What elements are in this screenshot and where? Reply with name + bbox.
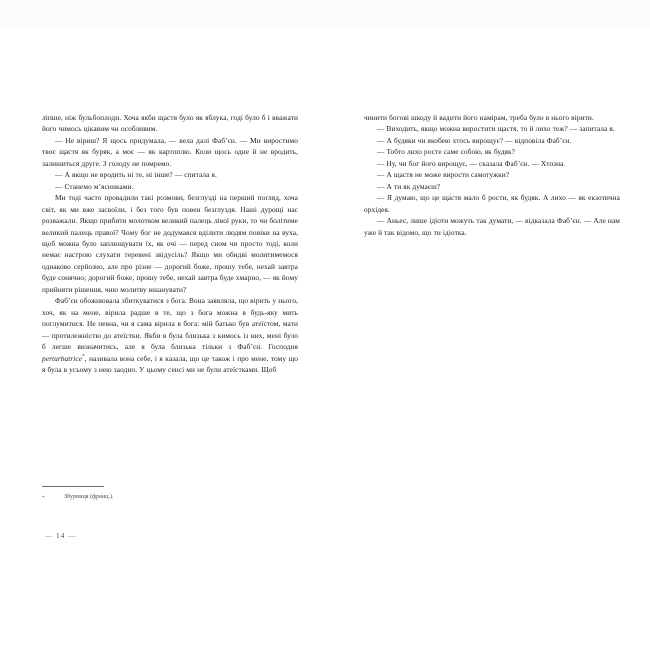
footnote-text: Збурниця (франц.). bbox=[64, 494, 114, 500]
paragraph: ліпше, ніж бульбоплоди. Хоча якби щастя було як яблука, годі було б і вважати його чимось цікавим чи особливим. bbox=[42, 113, 298, 134]
scan-edge bbox=[0, 0, 650, 26]
paragraph-with-footnote bbox=[42, 295, 298, 375]
paragraph: — Виходить, якщо можна виростити щастя, то й лихо теж? — запитала я. bbox=[377, 124, 615, 134]
left-page bbox=[42, 112, 298, 375]
folio-dash-left: — bbox=[45, 532, 54, 540]
paragraph: — А щастя не може вирости самотужки? bbox=[377, 170, 510, 180]
folio-dash-right: — bbox=[68, 532, 77, 540]
footnote-entry bbox=[42, 493, 298, 502]
footnote-reference-marker[interactable]: * bbox=[82, 353, 85, 360]
paragraph-text-after: , називала вона себе, і я казала, що це також і про мене, тому що я була в усьому з нею заодно. У цьому сенсі ми не були атеїстками. Щоб bbox=[42, 353, 298, 374]
paragraph: чинити богові шкоду й вадити його намірам, треба було в нього вірити. bbox=[364, 113, 594, 122]
paragraph: — А будяки чи якобею хтось вирощує? — відповіла Фабʼєн. bbox=[377, 135, 572, 145]
paragraph: — А ти як думаєш? bbox=[377, 181, 441, 191]
folio-number: 14 bbox=[56, 532, 66, 540]
footnote-block bbox=[42, 486, 298, 502]
paragraph: — А якщо не вродить ні те, ні інше? — спитала я. bbox=[55, 170, 217, 180]
paragraph: Ми тоді часто провадили такі розмови, безглузді на перший погляд, хоча світ, як ми вже засвоїли, і без того був повен безглуздя. Наші дурощі нас розважали. Якщо прибити молотком великий палець лівої руки, то чи болітиме великий палець правої? Чому бог не додумався вділити людям повіки на вуха, щоб можна було заплющувати їх, як очі — перед сном чи просто тоді, коли немає настрою слухати теревені звідусіль? Якщо ми обидві молитимемося однаково серйозно, але про різне — дорогий боже, прошу тебе, нехай завтра буде сонячно; дорогий боже, прошу тебе, нехай завтра буде хмарно, — як йому прийняти рішення, чию молитву вшанувати? bbox=[42, 193, 298, 294]
paragraph: — Я думаю, що це ща́стя мало б рости, як будяк. А лихо — як екзотична орхідея. bbox=[364, 193, 620, 214]
footnote-marker: * bbox=[42, 494, 45, 501]
paragraph: — Тобто лихо росте саме собою, як будяк? bbox=[377, 147, 515, 157]
paragraph-text-before: Фабʼєн обожнювала збиткуватися з бога. Вона заявляла, що вірить у нього, хоч, як на мене, вірила радше в те, що з бога можна в будь-яку мить поглумитися. Не певна, чи я сама вірила в бога: мій батько був атеїстом, мати — протилежністю до атеїстки. Якби я була близька з кимось із них, мені було б легше визначитись, але я була близька тільки з Фабʼєн. Господня bbox=[42, 296, 298, 352]
left-page-textblock bbox=[42, 112, 298, 375]
paragraph: — Станемо мʼясниками. bbox=[55, 181, 134, 191]
right-page-textblock bbox=[364, 112, 620, 238]
paragraph: — Ну, чи бог його вирощує, — сказала Фабʼєн. — Хтозна. bbox=[377, 158, 566, 168]
footnote-separator-rule bbox=[42, 486, 104, 487]
paragraph: — Аньес, лише ідіоти можуть так думати, — відказала Фабʼєн. — Але нам уже й так відомо, що ти ідіотка. bbox=[364, 216, 620, 237]
foreign-term-italic: perturbatrice bbox=[42, 353, 83, 363]
paragraph: — Не віриш? Я щось придумала, — вела далі Фабʼєн. — Ми виростимо твоє щастя як буряк, а моє — як картоплю. Коли щось одне й не вродить, залишиться друге. З голоду не помремо. bbox=[42, 135, 298, 168]
page-folio bbox=[42, 532, 298, 540]
right-page bbox=[364, 112, 620, 238]
